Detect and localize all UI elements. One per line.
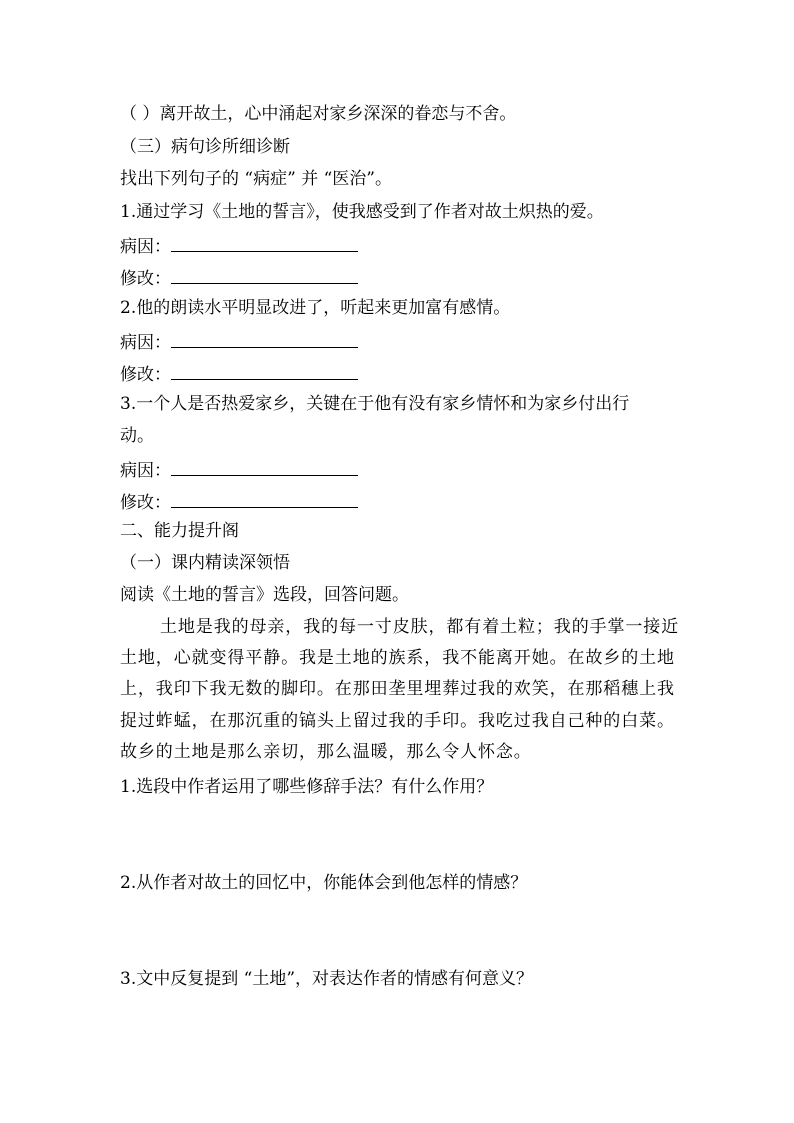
revise-field-1 bbox=[120, 265, 358, 290]
revise-field-3 bbox=[120, 489, 358, 514]
sentence-question-2: 2.他的朗读水平明显改进了，听起来更加富有感情。 bbox=[120, 298, 511, 318]
reason-blank-1[interactable] bbox=[171, 233, 358, 252]
reason-field-3 bbox=[120, 457, 358, 482]
revise-label: 修改： bbox=[120, 493, 171, 513]
revise-field-2 bbox=[120, 361, 358, 386]
sentence-question-3-line2: 动。 bbox=[120, 426, 154, 446]
revise-blank-1[interactable] bbox=[171, 265, 358, 284]
reason-label: 病因： bbox=[120, 461, 171, 481]
reason-field-2 bbox=[120, 329, 358, 354]
answer-space-2[interactable] bbox=[120, 898, 680, 958]
answer-space-3[interactable] bbox=[120, 994, 680, 1054]
sentence-question-1: 1.通过学习《土地的誓言》，使我感受到了作者对故土炽热的爱。 bbox=[120, 202, 604, 222]
subsection-heading-reading: （一）课内精读深领悟 bbox=[120, 553, 290, 573]
reading-question-1: 1.选段中作者运用了哪些修辞手法？有什么作用？ bbox=[120, 777, 494, 797]
section-heading-sentence-clinic: （三）病句诊所细诊断 bbox=[120, 137, 290, 157]
reading-question-3: 3.文中反复提到 “土地”，对表达作者的情感有何意义？ bbox=[120, 969, 534, 989]
reason-blank-3[interactable] bbox=[171, 457, 358, 476]
reading-question-2: 2.从作者对故土的回忆中，你能体会到他怎样的情感？ bbox=[120, 873, 528, 893]
reason-label: 病因： bbox=[120, 333, 171, 353]
reason-blank-2[interactable] bbox=[171, 329, 358, 348]
reading-passage: 土地是我的母亲，我的每一寸皮肤，都有着土粒；我的手掌一接近土地，心就变得平静。我是土地的族系，我不能离开她。在故乡的土地上，我印下我无数的脚印。在那田垄里埋葬过我的欢笑，在那稻穗上我捉过蚱蜢，在那沉重的镐头上留过我的手印。我吃过我自己种的白菜。故乡的土地是那么亲切，那么温暖，那么令人怀念。 bbox=[120, 617, 680, 762]
reason-field-1 bbox=[120, 233, 358, 258]
reading-instruction: 阅读《土地的誓言》选段，回答问题。 bbox=[120, 585, 409, 605]
sentence-question-3-line1: 3.一个人是否热爱家乡，关键在于他有没有家乡情怀和为家乡付出行 bbox=[120, 394, 630, 414]
revise-blank-3[interactable] bbox=[171, 489, 358, 508]
section-heading-ability: 二、能力提升阁 bbox=[120, 521, 239, 541]
fill-blank-line: （ ）离开故土，心中涌起对家乡深深的眷恋与不舍。 bbox=[120, 104, 517, 124]
instruction-text: 找出下列句子的 “病症” 并 “医治”。 bbox=[120, 169, 392, 189]
revise-blank-2[interactable] bbox=[171, 361, 358, 380]
answer-space-1[interactable] bbox=[120, 802, 680, 862]
reason-label: 病因： bbox=[120, 237, 171, 257]
revise-label: 修改： bbox=[120, 365, 171, 385]
revise-label: 修改： bbox=[120, 269, 171, 289]
